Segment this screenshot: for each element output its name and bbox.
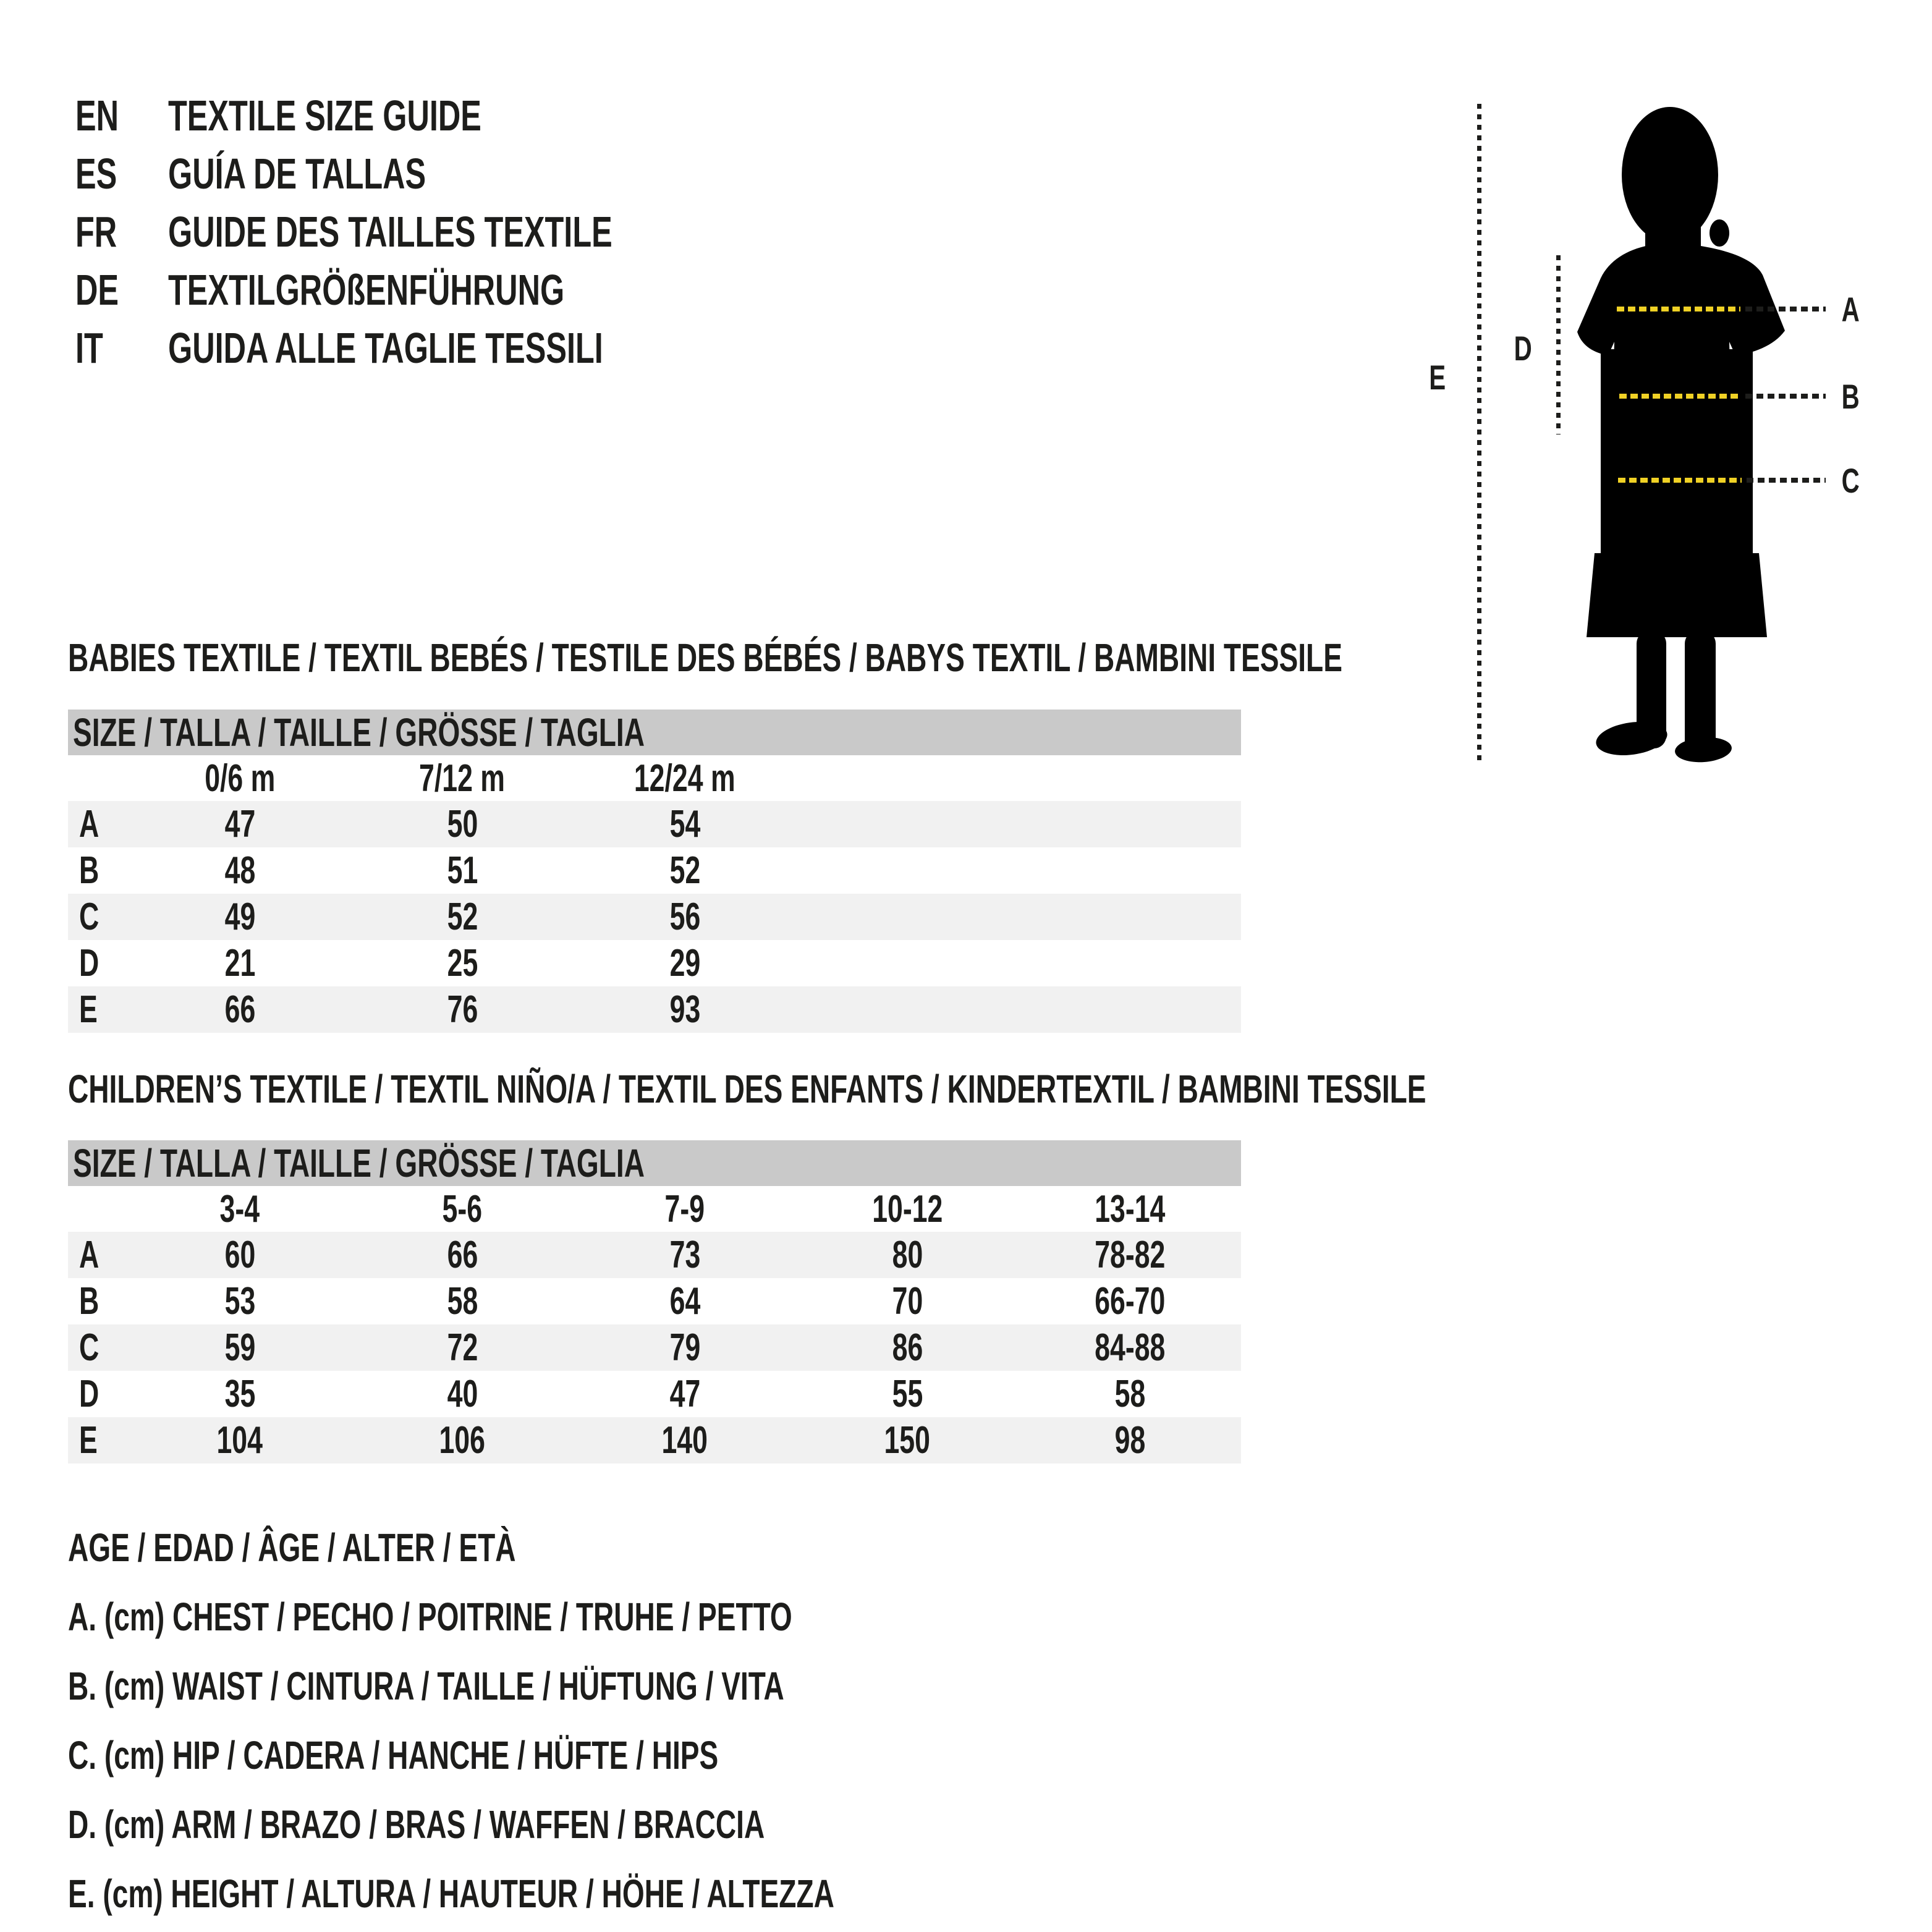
- value-text: 84-88: [1094, 1326, 1166, 1369]
- value-text: 106: [439, 1419, 486, 1462]
- lang-title: [168, 149, 526, 198]
- row-label-text: D: [79, 942, 100, 985]
- arm-measure-line-d: [1556, 255, 1561, 434]
- empty-cell: [1019, 894, 1241, 940]
- value-cell: [351, 1371, 574, 1417]
- measurement-legend: [68, 1513, 1132, 1928]
- row-label: [68, 1232, 129, 1278]
- measure-label-b: [1831, 376, 1870, 416]
- column-header: [574, 755, 796, 801]
- value-cell: [351, 801, 574, 847]
- measure-label-c-text: C: [1841, 460, 1860, 500]
- table-row: [68, 1278, 1241, 1324]
- value-text: 78-82: [1094, 1234, 1166, 1276]
- legend-line-age: [68, 1513, 1132, 1582]
- table-row: [68, 986, 1241, 1033]
- column-header: [129, 1186, 351, 1232]
- children-size-table: [68, 1140, 1241, 1464]
- babies-section-title-text: BABIES TEXTILE / TEXTIL BEBÉS / TESTILE DES BÉBÉS / BABYS TEXTIL / BAMBINI TESSILE: [68, 635, 1342, 680]
- column-header-text: 7-9: [664, 1187, 705, 1231]
- row-label-text: E: [79, 1419, 98, 1462]
- hip-measure-dash-c: [1618, 478, 1742, 483]
- table-row: [68, 1324, 1241, 1371]
- row-label-text: C: [79, 1326, 100, 1369]
- table-row: [68, 1371, 1241, 1417]
- row-label: [68, 1371, 129, 1417]
- value-cell: [796, 1232, 1019, 1278]
- table-row: [68, 894, 1241, 940]
- legend-line-text: D. (cm) ARM / BRAZO / BRAS / WAFFEN / BRACCIA: [68, 1802, 765, 1847]
- value-cell: [129, 1232, 351, 1278]
- value-text: 50: [447, 803, 478, 845]
- measure-label-e: [1418, 357, 1457, 397]
- empty-cell: [796, 755, 1019, 801]
- value-text: 150: [884, 1419, 931, 1462]
- value-cell: [796, 1278, 1019, 1324]
- value-text: 53: [224, 1280, 255, 1323]
- value-cell: [574, 1324, 796, 1371]
- lang-code-text: DE: [75, 266, 119, 314]
- lang-code-text: IT: [75, 324, 103, 372]
- corner-cell: [68, 1186, 129, 1232]
- chest-measure-leader-a: [1745, 307, 1826, 311]
- empty-cell: [1019, 801, 1241, 847]
- row-label: [68, 801, 129, 847]
- row-label-text: E: [79, 988, 98, 1031]
- value-text: 80: [892, 1234, 923, 1276]
- value-text: 104: [216, 1419, 263, 1462]
- value-cell: [796, 1324, 1019, 1371]
- chest-measure-dash-a: [1617, 307, 1740, 311]
- lang-row-es: [75, 145, 785, 203]
- lang-code: [75, 91, 168, 140]
- measure-label-c: [1831, 460, 1870, 500]
- value-text: 86: [892, 1326, 923, 1369]
- babies-section-title: [68, 635, 1838, 680]
- waist-measure-leader-b: [1745, 394, 1826, 399]
- value-cell: [129, 1324, 351, 1371]
- value-text: 56: [669, 896, 700, 938]
- babies-size-header-bar: [68, 710, 1241, 755]
- empty-cell: [796, 986, 1019, 1033]
- empty-cell: [1019, 986, 1241, 1033]
- children-column-header-row: [68, 1186, 1241, 1232]
- value-text: 140: [661, 1419, 708, 1462]
- empty-cell: [1019, 847, 1241, 894]
- row-label: [68, 1324, 129, 1371]
- column-header: [351, 1186, 574, 1232]
- value-cell: [1019, 1324, 1241, 1371]
- value-cell: [574, 1417, 796, 1464]
- value-text: 58: [447, 1280, 478, 1323]
- value-cell: [1019, 1278, 1241, 1324]
- legend-line-arm: [68, 1790, 1132, 1859]
- row-label: [68, 1278, 129, 1324]
- measure-label-e-text: E: [1429, 357, 1446, 397]
- value-text: 55: [892, 1373, 923, 1415]
- column-header-text: 13-14: [1094, 1187, 1166, 1231]
- row-label: [68, 940, 129, 986]
- lang-title-text: TEXTILGRÖßENFÜHRUNG: [168, 266, 565, 314]
- table-row: [68, 801, 1241, 847]
- value-text: 60: [224, 1234, 255, 1276]
- value-cell: [351, 847, 574, 894]
- empty-cell: [796, 940, 1019, 986]
- value-cell: [129, 1278, 351, 1324]
- lang-title-text: TEXTILE SIZE GUIDE: [168, 91, 481, 140]
- table-row: [68, 1232, 1241, 1278]
- column-header-text: 7/12 m: [419, 756, 506, 800]
- value-text: 52: [447, 896, 478, 938]
- value-cell: [351, 1324, 574, 1371]
- value-cell: [574, 894, 796, 940]
- column-header: [129, 755, 351, 801]
- row-label: [68, 847, 129, 894]
- value-cell: [796, 1371, 1019, 1417]
- language-title-list: [75, 87, 785, 377]
- row-label: [68, 1417, 129, 1464]
- value-cell: [129, 940, 351, 986]
- value-cell: [129, 801, 351, 847]
- empty-cell: [796, 894, 1019, 940]
- value-cell: [574, 801, 796, 847]
- legend-line-text: B. (cm) WAIST / CINTURA / TAILLE / HÜFTUNG / VITA: [68, 1664, 784, 1708]
- value-cell: [129, 1417, 351, 1464]
- value-cell: [796, 1417, 1019, 1464]
- column-header-text: 10-12: [871, 1187, 943, 1231]
- column-header: [574, 1186, 796, 1232]
- lang-title: [168, 207, 785, 256]
- value-cell: [574, 1371, 796, 1417]
- children-section-title-text: CHILDREN’S TEXTILE / TEXTIL NIÑO/A / TEXTIL DES ENFANTS / KINDERTEXTIL / BAMBINI TESSILE: [68, 1067, 1426, 1111]
- lang-code: [75, 207, 168, 256]
- column-header: [351, 755, 574, 801]
- legend-line-waist: [68, 1651, 1132, 1721]
- lang-code: [75, 149, 168, 198]
- column-header-text: 3-4: [219, 1187, 260, 1231]
- legend-line-hip: [68, 1721, 1132, 1790]
- value-text: 72: [447, 1326, 478, 1369]
- lang-title: [168, 323, 772, 373]
- row-label-text: A: [79, 803, 100, 845]
- legend-line-chest: [68, 1582, 1132, 1651]
- row-label-text: D: [79, 1373, 100, 1415]
- measure-label-d: [1503, 328, 1543, 368]
- value-cell: [351, 940, 574, 986]
- lang-code-text: FR: [75, 208, 117, 256]
- value-cell: [351, 894, 574, 940]
- column-header: [796, 1186, 1019, 1232]
- value-cell: [574, 986, 796, 1033]
- empty-cell: [796, 847, 1019, 894]
- value-cell: [574, 847, 796, 894]
- value-cell: [351, 1232, 574, 1278]
- value-cell: [574, 1232, 796, 1278]
- measure-label-a: [1831, 289, 1870, 329]
- height-measure-line-e: [1477, 104, 1481, 761]
- child-silhouette: [1576, 102, 1799, 763]
- lang-code-text: EN: [75, 91, 119, 140]
- value-cell: [1019, 1417, 1241, 1464]
- value-text: 29: [669, 942, 700, 985]
- value-text: 59: [224, 1326, 255, 1369]
- waist-measure-dash-b: [1619, 394, 1740, 399]
- value-cell: [574, 940, 796, 986]
- row-label-text: B: [79, 1280, 100, 1323]
- lang-title-text: GUIDE DES TAILLES TEXTILE: [168, 208, 612, 256]
- corner-cell: [68, 755, 129, 801]
- measure-label-a-text: A: [1841, 289, 1860, 329]
- value-text: 49: [224, 896, 255, 938]
- table-row: [68, 847, 1241, 894]
- value-cell: [129, 894, 351, 940]
- value-text: 73: [669, 1234, 700, 1276]
- value-text: 47: [224, 803, 255, 845]
- value-cell: [1019, 1232, 1241, 1278]
- value-text: 48: [224, 849, 255, 892]
- value-text: 40: [447, 1373, 478, 1415]
- table-row: [68, 1417, 1241, 1464]
- value-text: 51: [447, 849, 478, 892]
- value-text: 25: [447, 942, 478, 985]
- value-text: 93: [669, 988, 700, 1031]
- lang-row-fr: [75, 203, 785, 261]
- row-label: [68, 894, 129, 940]
- value-cell: [574, 1278, 796, 1324]
- lang-title: [168, 91, 603, 140]
- row-label: [68, 986, 129, 1033]
- babies-column-header-row: [68, 755, 1241, 801]
- table-row: [68, 940, 1241, 986]
- lang-row-en: [75, 87, 785, 145]
- lang-title-text: GUÍA DE TALLAS: [168, 150, 426, 198]
- row-label-text: C: [79, 896, 100, 938]
- empty-cell: [1019, 755, 1241, 801]
- legend-line-text: C. (cm) HIP / CADERA / HANCHE / HÜFTE / HIPS: [68, 1733, 719, 1777]
- children-section-title: [68, 1069, 1932, 1109]
- legend-line-text: A. (cm) CHEST / PECHO / POITRINE / TRUHE / PETTO: [68, 1595, 792, 1639]
- value-text: 54: [669, 803, 700, 845]
- value-cell: [351, 986, 574, 1033]
- children-size-header-bar: [68, 1140, 1241, 1186]
- measure-label-b-text: B: [1841, 376, 1860, 416]
- column-header-text: 0/6 m: [204, 756, 276, 800]
- value-cell: [129, 1371, 351, 1417]
- value-cell: [129, 986, 351, 1033]
- value-cell: [1019, 1371, 1241, 1417]
- legend-line-text: E. (cm) HEIGHT / ALTURA / HAUTEUR / HÖHE / ALTEZZA: [68, 1871, 834, 1916]
- value-cell: [351, 1417, 574, 1464]
- children-size-header-text: SIZE / TALLA / TAILLE / GRÖSSE / TAGLIA: [73, 1141, 645, 1185]
- value-text: 52: [669, 849, 700, 892]
- row-label-text: B: [79, 849, 100, 892]
- empty-cell: [796, 801, 1019, 847]
- value-text: 58: [1114, 1373, 1145, 1415]
- column-header-text: 12/24 m: [634, 756, 735, 800]
- babies-size-header-text: SIZE / TALLA / TAILLE / GRÖSSE / TAGLIA: [73, 710, 645, 755]
- lang-code-text: ES: [75, 150, 117, 198]
- lang-title-text: GUIDA ALLE TAGLIE TESSILI: [168, 324, 603, 372]
- value-text: 47: [669, 1373, 700, 1415]
- lang-code: [75, 323, 168, 373]
- lang-row-de: [75, 261, 785, 319]
- value-text: 76: [447, 988, 478, 1031]
- lang-row-it: [75, 319, 785, 377]
- legend-line-height: [68, 1859, 1132, 1928]
- column-header-text: 5-6: [442, 1187, 483, 1231]
- value-text: 66: [224, 988, 255, 1031]
- value-text: 66: [447, 1234, 478, 1276]
- value-text: 21: [224, 942, 255, 985]
- babies-size-table: [68, 710, 1241, 1033]
- measure-label-d-text: D: [1514, 328, 1532, 368]
- value-cell: [129, 847, 351, 894]
- value-text: 98: [1114, 1419, 1145, 1462]
- hip-measure-leader-c: [1747, 478, 1826, 483]
- value-text: 70: [892, 1280, 923, 1323]
- lang-code: [75, 265, 168, 315]
- empty-cell: [1019, 940, 1241, 986]
- value-cell: [351, 1278, 574, 1324]
- value-text: 79: [669, 1326, 700, 1369]
- column-header: [1019, 1186, 1241, 1232]
- row-label-text: A: [79, 1234, 100, 1276]
- child-silhouette-svg: [1576, 102, 1799, 763]
- value-text: 66-70: [1094, 1280, 1166, 1323]
- value-text: 64: [669, 1280, 700, 1323]
- legend-line-text: AGE / EDAD / ÂGE / ALTER / ETÀ: [68, 1525, 516, 1570]
- lang-title: [168, 265, 719, 315]
- value-text: 35: [224, 1373, 255, 1415]
